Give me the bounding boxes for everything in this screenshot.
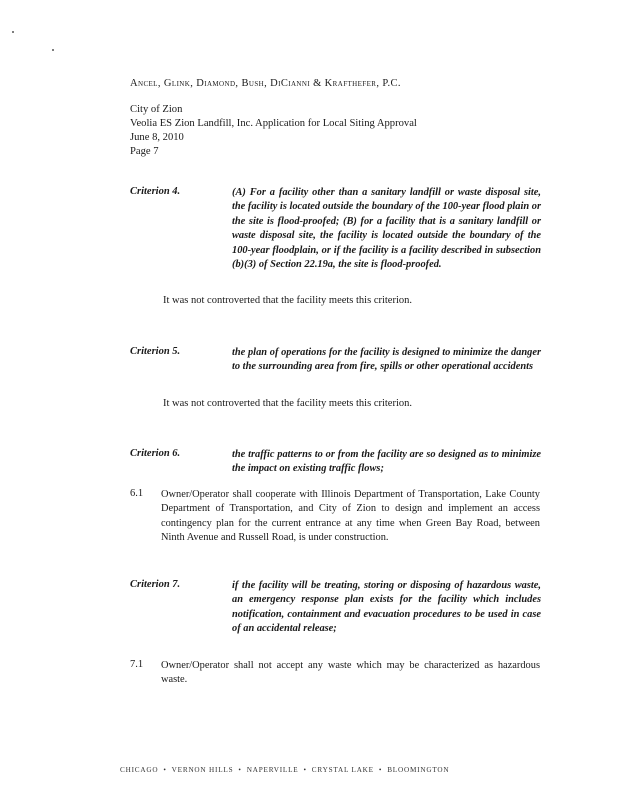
footer-separator: •: [163, 766, 167, 774]
firm-letterhead: Ancel, Glink, Diamond, Bush, DiCianni & Krafthefer, P.C.: [130, 78, 401, 89]
criterion-6-text: the traffic patterns to or from the facility are so designed as to minimize the impact on existing traffic flows;: [232, 449, 541, 475]
scan-speck: [12, 31, 14, 33]
footer-city: BLOOMINGTON: [387, 766, 450, 774]
footer-separator: •: [238, 766, 242, 774]
footer-city: NAPERVILLE: [246, 766, 299, 774]
letter-header: [130, 103, 417, 159]
footer-city: CHICAGO: [120, 766, 159, 774]
criterion-6-label: Criterion 6.: [130, 448, 181, 459]
scan-speck: [52, 49, 54, 51]
criterion-5-note: It was not controverted that the facility meets this criterion.: [163, 398, 413, 409]
criterion-5-label: Criterion 5.: [130, 346, 181, 357]
condition-7-1-number: 7.1: [130, 659, 144, 670]
condition-6-1-text: Owner/Operator shall cooperate with Illinois Department of Transportation, Lake County Department of Transportation, and City of Zion to design and implement an access contingency plan for the current entrance at any time when Green Bay Road, between Ninth Avenue and Russell Road, is under construction.: [161, 489, 540, 544]
criterion-4-note: It was not controverted that the facility meets this criterion.: [163, 295, 413, 306]
footer-separator: •: [378, 766, 383, 774]
footer-separator: •: [303, 766, 307, 774]
criterion-4-label: Criterion 4.: [130, 186, 181, 197]
page-number: Page 7: [130, 146, 159, 157]
condition-6-1-number: 6.1: [130, 488, 144, 499]
criterion-5-text: the plan of operations for the facility is designed to minimize the danger to the surrounding area from fire, spills or other operational accidents: [232, 347, 541, 373]
footer-city: CRYSTAL LAKE: [311, 766, 374, 774]
footer-city: VERNON HILLS: [171, 766, 234, 774]
letter-date: June 8, 2010: [130, 132, 184, 143]
criterion-7-text: if the facility will be treating, storing or disposing of hazardous waste, an emergency response plan exists for the facility which includes notification, containment and evacuation procedures to be used in case of an accidental release;: [232, 580, 541, 635]
criterion-7-label: Criterion 7.: [130, 579, 181, 590]
condition-7-1-text: Owner/Operator shall not accept any waste which may be characterized as hazardous waste.: [161, 660, 540, 686]
subject-line: Veolia ES Zion Landfill, Inc. Application for Local Siting Approval: [130, 118, 417, 129]
criterion-4-text: (A) For a facility other than a sanitary landfill or waste disposal site, the facility is located outside the boundary of the 100-year flood plain or the site is flood-proofed; (B) for a facility that is a sanitary landfill or waste disposal site, the facility is located outside the boundary of the 100-year floodplain, or if the facility is a facility described in subsection (b)(3) of Section 22.19a, the site is flood-proofed.: [232, 187, 541, 271]
office-locations-footer: [120, 766, 449, 774]
recipient: City of Zion: [130, 104, 183, 115]
